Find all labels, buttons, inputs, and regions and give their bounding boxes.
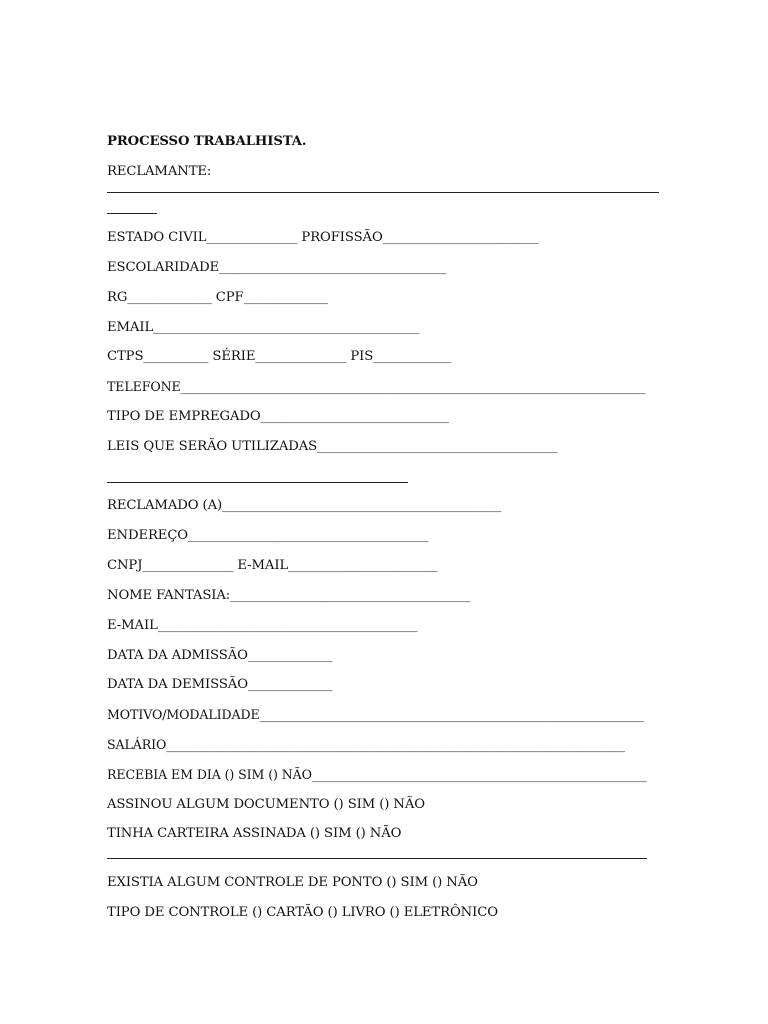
- field-email: EMAIL_________________________________________: [107, 320, 420, 335]
- field-motivo-modalidade: MOTIVO/MODALIDADE______________________________________________________________: [107, 707, 644, 722]
- field-estado-civil-profissao: ESTADO CIVIL______________ PROFISSÃO________________________: [107, 230, 539, 245]
- field-recebia-em-dia: RECEBIA EM DIA () SIM () NÃO______________________________________________________: [107, 767, 647, 782]
- blank-line: [107, 482, 408, 483]
- field-tipo-empregado: TIPO DE EMPREGADO_____________________________: [107, 409, 449, 424]
- field-endereco: ENDEREÇO_____________________________________: [107, 528, 429, 543]
- field-rg-cpf: RG_____________ CPF_____________: [107, 290, 329, 305]
- document-page: [107, 0, 667, 1024]
- field-data-admissao: DATA DA ADMISSÃO_____________: [107, 648, 333, 663]
- field-salario: SALÁRIO__________________________________________________________________________: [107, 737, 625, 752]
- field-reclamado-email: E-MAIL________________________________________: [107, 618, 418, 633]
- blank-line: [107, 858, 647, 859]
- document-title: PROCESSO TRABALHISTA.: [107, 134, 307, 149]
- field-leis: LEIS QUE SERÃO UTILIZADAS_____________________________________: [107, 439, 558, 454]
- field-escolaridade: ESCOLARIDADE___________________________________: [107, 260, 447, 275]
- field-cnpj-email: CNPJ______________ E-MAIL_______________________: [107, 558, 438, 573]
- field-carteira-assinada: TINHA CARTEIRA ASSINADA () SIM () NÃO: [107, 826, 402, 841]
- field-nome-fantasia: NOME FANTASIA:_____________________________________: [107, 588, 471, 603]
- blank-line: [107, 192, 659, 193]
- field-reclamante: RECLAMANTE:: [107, 164, 212, 179]
- field-ctps-serie-pis: CTPS__________ SÉRIE______________ PIS____________: [107, 349, 452, 364]
- field-telefone: TELEFONE___________________________________________________________________________: [107, 379, 646, 394]
- field-tipo-controle: TIPO DE CONTROLE () CARTÃO () LIVRO () ELETRÔNICO: [107, 905, 498, 920]
- field-reclamado: RECLAMADO (A)___________________________________________: [107, 498, 502, 513]
- blank-line: [107, 213, 157, 214]
- field-data-demissao: DATA DA DEMISSÃO_____________: [107, 677, 333, 692]
- field-controle-ponto: EXISTIA ALGUM CONTROLE DE PONTO () SIM () NÃO: [107, 875, 478, 890]
- field-assinou-documento: ASSINOU ALGUM DOCUMENTO () SIM () NÃO: [107, 797, 425, 812]
